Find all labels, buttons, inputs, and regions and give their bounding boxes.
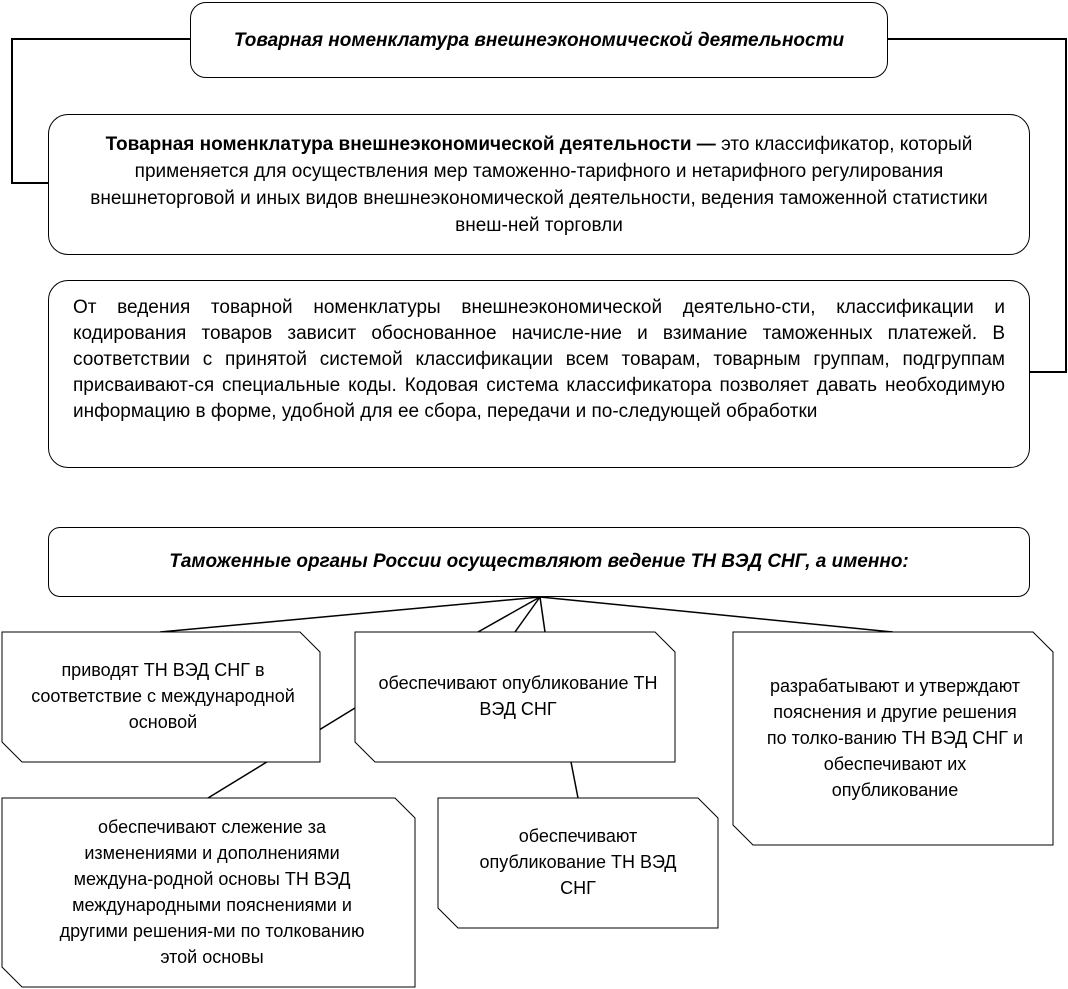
customs-heading-box <box>48 527 1030 597</box>
connector-fn3 <box>540 597 893 632</box>
function-text-5: обеспечивают опубликование ТН ВЭД СНГ <box>479 826 677 898</box>
info-box <box>48 280 1030 468</box>
info-text: От ведения товарной номенклатуры внешнеэкономической деятельно-сти, классификации и кодирования товаров зависит обоснованное начисле-ние и взимание таможенных платежей. В соответствии с принятой системой классификации всем товарам, товарным группам, подгруппам присваивают-ся специальные коды. Кодовая система классификатора позволяет давать необходимую информацию в форме, удобной для ее сбора, передачи и по-следующей обработки <box>73 297 1005 422</box>
function-text-4: обеспечивают слежение за изменениями и дополнениями междуна-родной основы ТН ВЭД международными пояснениями и другими решения-ми по толкованию этой основы <box>59 817 365 967</box>
title-text: Товарная номенклатура внешнеэкономической деятельности <box>233 29 845 51</box>
connector-fn2b <box>515 597 540 632</box>
definition-box <box>48 114 1030 255</box>
customs-heading-text: Таможенные органы России осуществляют ведение ТН ВЭД СНГ, а именно: <box>169 551 909 572</box>
function-box-5 <box>462 806 694 918</box>
definition-text: это классификатор, который применяется для осуществления мер таможенно-тарифного и нетарифного регулирования внешнеторговой и иных видов внешнеэкономической деятельности, ведения таможенной статистики внеш-ней торговли <box>90 133 988 236</box>
connector-fn1 <box>160 597 540 632</box>
function-box-3 <box>755 640 1035 835</box>
definition-term: Товарная номенклатура внешнеэкономической деятельности — <box>105 133 716 155</box>
function-text-2: обеспечивают опубликование ТН ВЭД СНГ <box>378 673 658 719</box>
function-text-3: разрабатывают и утверждают пояснения и другие решения по толко-ванию ТН ВЭД СНГ и обеспечивают их опубликование <box>766 675 1024 800</box>
connector-fn5 <box>571 762 578 798</box>
function-box-4 <box>22 806 402 978</box>
function-text-1: приводят ТН ВЭД СНГ в соответствие с международной основой <box>31 660 295 732</box>
definition-paragraph <box>79 131 999 239</box>
function-box-2 <box>378 640 658 752</box>
connector-fn2c <box>540 597 545 632</box>
function-box-1 <box>18 640 308 752</box>
title-box <box>190 2 888 78</box>
